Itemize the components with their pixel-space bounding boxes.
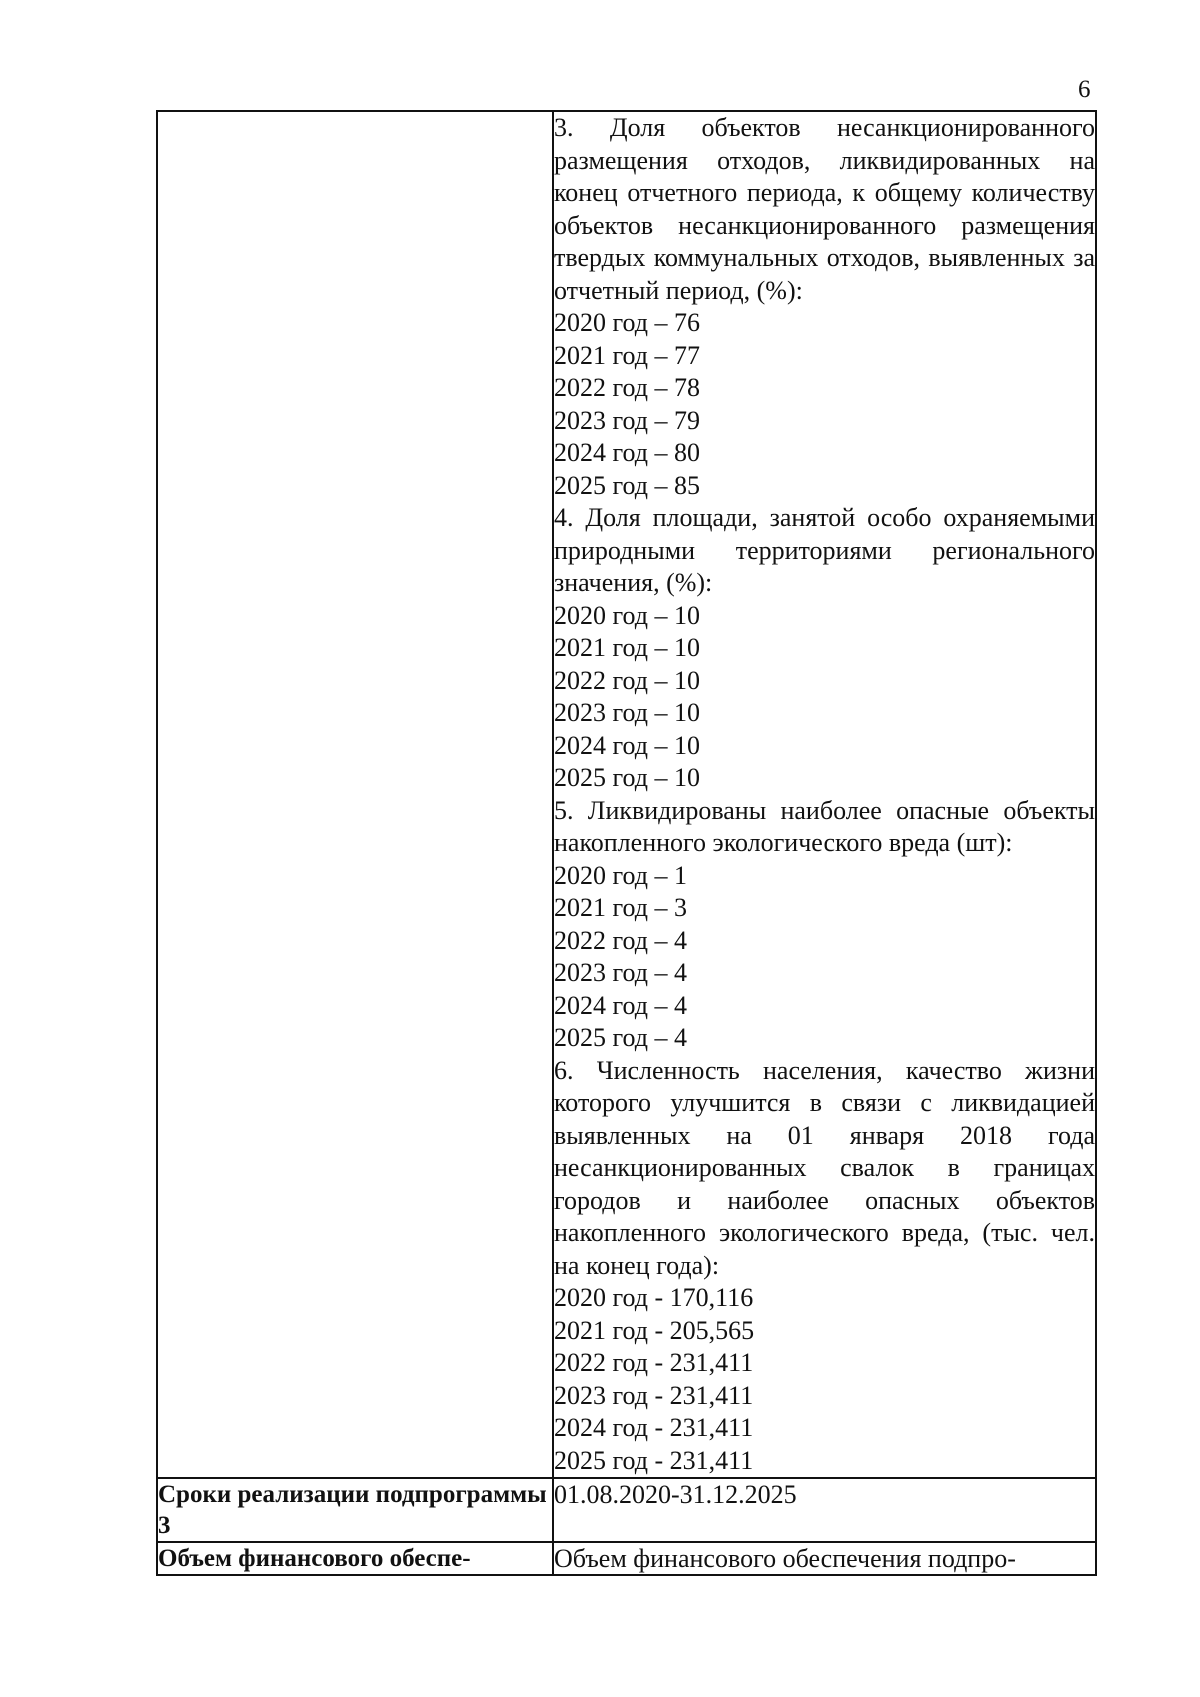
indicators-row — [157, 111, 1096, 1478]
indicator-value: 2020 год – 76 — [554, 308, 700, 337]
funding-label-cell — [157, 1542, 553, 1575]
indicators-cell — [553, 111, 1096, 1478]
indicators-label-cell — [157, 111, 553, 1478]
indicator-value: 2025 год - 231,411 — [554, 1445, 754, 1475]
page-number: 6 — [1078, 76, 1091, 103]
indicator-value: 2022 год - 231,411 — [554, 1348, 754, 1377]
timeline-row — [157, 1478, 1096, 1542]
indicator-value: 2023 год – 79 — [554, 405, 700, 435]
timeline-value-cell — [553, 1478, 1096, 1542]
indicator-value: 2024 год – 80 — [554, 438, 700, 467]
funding-value: Объем финансового обеспечения подпро- — [554, 1544, 1016, 1573]
indicator-value: 2021 год - 205,565 — [554, 1315, 755, 1345]
indicator-title: 5. Ликвидированы наиболее опасные объекты накопленного экологического вреда (шт): — [554, 795, 1095, 857]
funding-row — [157, 1542, 1096, 1575]
timeline-value: 01.08.2020-31.12.2025 — [554, 1480, 797, 1509]
funding-label: Объем финансового обеспе- — [158, 1545, 471, 1572]
indicator-value: 2025 год – 85 — [554, 470, 700, 500]
timeline-label-cell — [157, 1478, 553, 1542]
indicator-value: 2023 год - 231,411 — [554, 1380, 754, 1410]
indicator-value: 2020 год – 10 — [554, 600, 700, 630]
indicator-value: 2021 год – 3 — [554, 893, 687, 922]
indicator-value: 2023 год – 10 — [554, 698, 700, 727]
indicator-value: 2022 год – 10 — [554, 665, 700, 695]
timeline-label: Сроки реализации подпрограммы 3 — [158, 1481, 547, 1539]
indicator-value: 2022 год – 4 — [554, 925, 687, 955]
indicator-value: 2024 год – 4 — [554, 990, 687, 1020]
passport-table — [156, 110, 1097, 1576]
indicator-value: 2025 год – 4 — [554, 1023, 687, 1052]
indicator-title: 4. Доля площади, занятой особо охраняемыми природными территориями регионального значения, (%): — [554, 503, 1095, 597]
indicator-value: 2020 год - 170,116 — [554, 1283, 754, 1312]
indicator-value: 2024 год - 231,411 — [554, 1413, 754, 1442]
indicator-value: 2025 год – 10 — [554, 763, 700, 792]
indicator-value: 2022 год – 78 — [554, 373, 700, 402]
indicator-title: 3. Доля объектов несанкционированного размещения отходов, ликвидированных на конец отчетного периода, к общему количеству объектов несанкционированного размещения твердых коммунальных отходов, выявленных за отчетный период, (%): — [554, 113, 1095, 305]
indicator-value: 2021 год – 10 — [554, 633, 700, 662]
indicator-value: 2024 год – 10 — [554, 730, 700, 760]
indicator-value: 2020 год – 1 — [554, 860, 687, 890]
indicator-value: 2021 год – 77 — [554, 340, 700, 370]
funding-value-cell — [553, 1542, 1096, 1575]
indicator-value: 2023 год – 4 — [554, 958, 687, 987]
indicator-title: 6. Численность населения, качество жизни которого улучшится в связи с ликвидацией выявленных на 01 января 2018 года несанкционированных свалок в границах городов и наиболее опасных объектов накопленного экологического вреда, (тыс. чел. на конец года): — [554, 1055, 1095, 1280]
